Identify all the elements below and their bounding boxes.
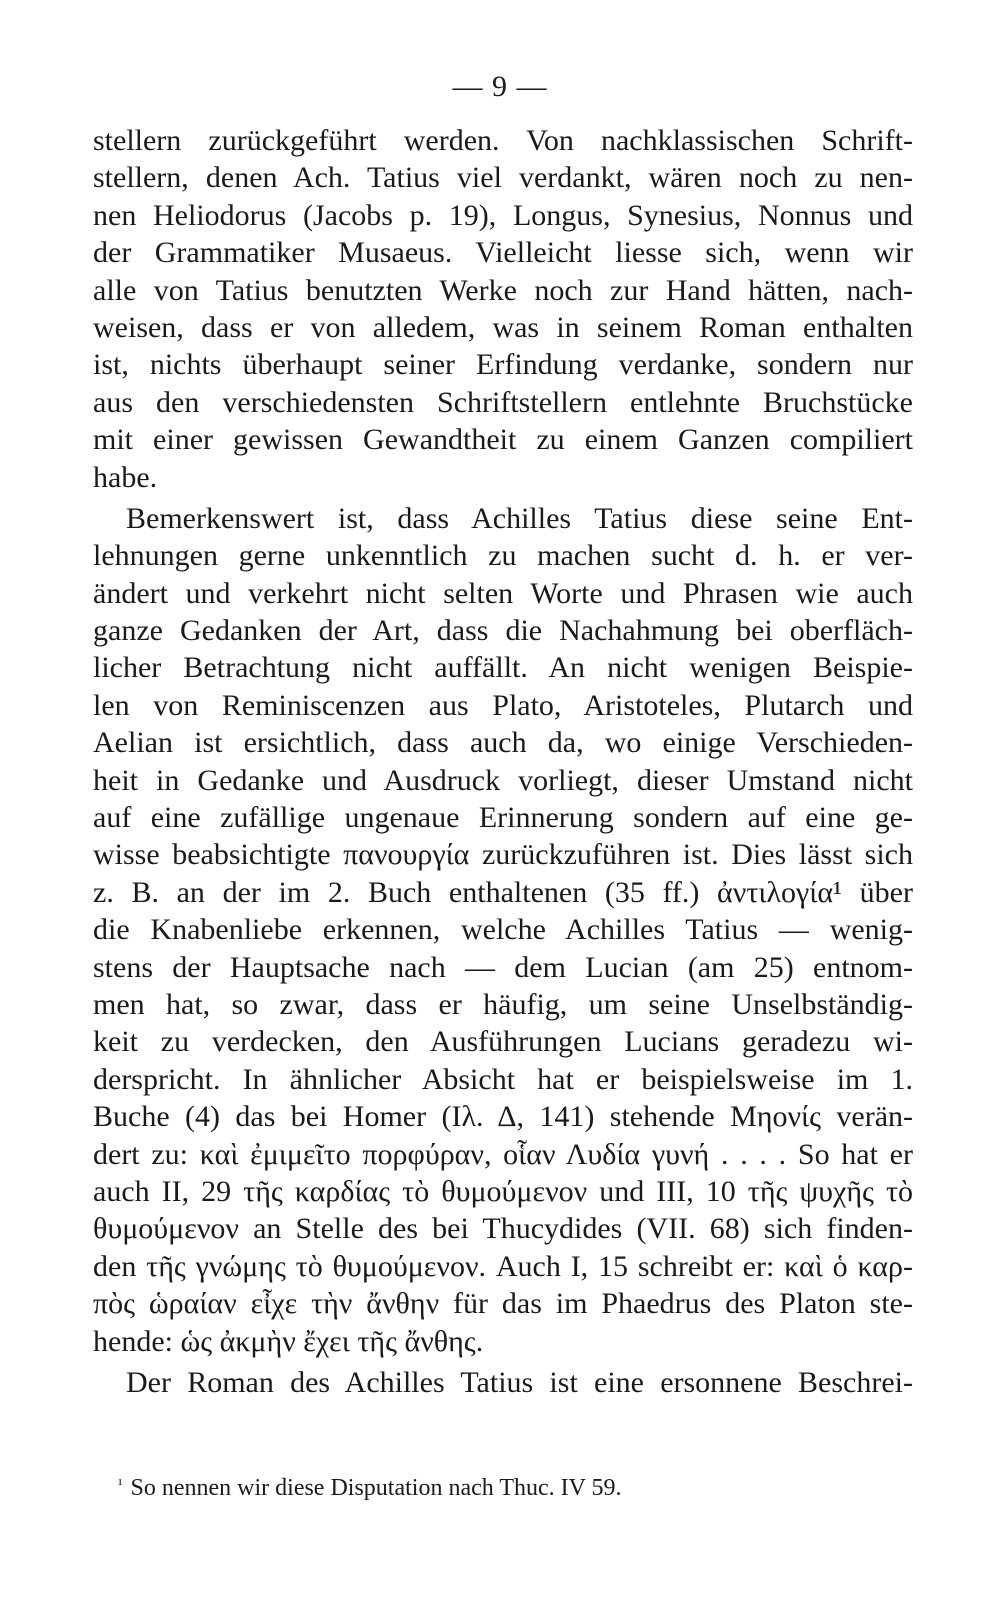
footnote	[118, 1470, 918, 1503]
text-line: stens der Hauptsache nach — dem Lucian (am 25) entnom-	[93, 950, 913, 984]
text-line: Aelian ist ersichtlich, dass auch da, wo einige Verschieden-	[93, 726, 913, 760]
text-line: πὸς ὡραίαν εἶχε τὴν ἄνθην für das im Phaedrus des Platon ste-	[93, 1287, 913, 1321]
text-line: z. B. an der im 2. Buch enthaltenen (35 ff.) ἀντιλογία¹ über	[93, 875, 913, 909]
text-line: licher Betrachtung nicht auffällt. An nicht wenigen Beispie-	[93, 651, 913, 685]
text-line: auf eine zufällige ungenaue Erinnerung sondern auf eine ge-	[93, 801, 913, 835]
body-text	[93, 122, 913, 1401]
text-line: men hat, so zwar, dass er häufig, um seine Unselbständig-	[93, 987, 913, 1021]
text-line: die Knabenliebe erkennen, welche Achilles Tatius — wenig-	[93, 913, 913, 947]
text-line: nen Heliodorus (Jacobs p. 19), Longus, Synesius, Nonnus und	[93, 198, 913, 232]
text-line: wisse beabsichtigte πανουργία zurückzuführen ist. Dies lässt sich	[93, 838, 913, 872]
text-line: len von Reminiscenzen aus Plato, Aristoteles, Plutarch und	[93, 688, 913, 722]
text-line: der Grammatiker Musaeus. Vielleicht liesse sich, wenn wir	[93, 236, 913, 270]
text-line: θυμούμενον an Stelle des bei Thucydides (VII. 68) sich finden-	[93, 1212, 913, 1246]
text-line: Buche (4) das bei Homer (Ιλ. Δ, 141) stehende Μηονίς verän-	[93, 1100, 913, 1134]
text-line: ganze Gedanken der Art, dass die Nachahmung bei oberfläch-	[93, 614, 913, 648]
text-line: derspricht. In ähnlicher Absicht hat er beispielsweise im 1.	[93, 1062, 913, 1096]
footnote-text: So nennen wir diese Disputation nach Thuc. IV 59.	[130, 1475, 622, 1501]
text-line: ist, nichts überhaupt seiner Erfindung verdanke, sondern nur	[93, 348, 913, 382]
text-line: Bemerkenswert ist, dass Achilles Tatius diese seine Ent-	[126, 501, 913, 535]
text-line: lehnungen gerne unkenntlich zu machen sucht d. h. er ver-	[93, 539, 913, 573]
text-line: aus den verschiedensten Schriftstellern entlehnte Bruchstücke	[93, 385, 913, 419]
text-line: heit in Gedanke und Ausdruck vorliegt, dieser Umstand nicht	[93, 763, 913, 797]
text-line: auch II, 29 τῆς καρδίας τὸ θυμούμενον und III, 10 τῆς ψυχῆς τὸ	[93, 1174, 913, 1208]
text-line: stellern zurückgeführt werden. Von nachklassischen Schrift-	[93, 124, 913, 157]
text-line: mit einer gewissen Gewandtheit zu einem Ganzen compiliert	[93, 423, 913, 457]
text-line: alle von Tatius benutzten Werke noch zur Hand hätten, nach-	[93, 273, 913, 307]
text-line: hende: ὡς ἀκμὴν ἔχει τῆς ἄνθης.	[93, 1324, 484, 1358]
text-line: keit zu verdecken, den Ausführungen Lucians geradezu wi-	[93, 1025, 913, 1059]
text-line: Der Roman des Achilles Tatius ist eine ersonnene Beschrei-	[126, 1365, 913, 1399]
text-line: habe.	[93, 460, 158, 494]
text-line: stellern, denen Ach. Tatius viel verdankt, wären noch zu nen-	[93, 161, 913, 195]
footnote-marker: ¹	[118, 1477, 123, 1493]
text-line: weisen, dass er von alledem, was in seinem Roman enthalten	[93, 310, 913, 344]
text-line: dert zu: καὶ ἐμιμεῖτο πορφύραν, οἷαν Λυδία γυνή . . . . So hat er	[93, 1137, 913, 1171]
page-number: — 9 —	[452, 70, 548, 103]
text-line: den τῆς γνώμης τὸ θυμούμενον. Auch I, 15 schreibt er: καὶ ὁ καρ-	[93, 1249, 913, 1283]
text-line: ändert und verkehrt nicht selten Worte und Phrasen wie auch	[93, 576, 913, 610]
